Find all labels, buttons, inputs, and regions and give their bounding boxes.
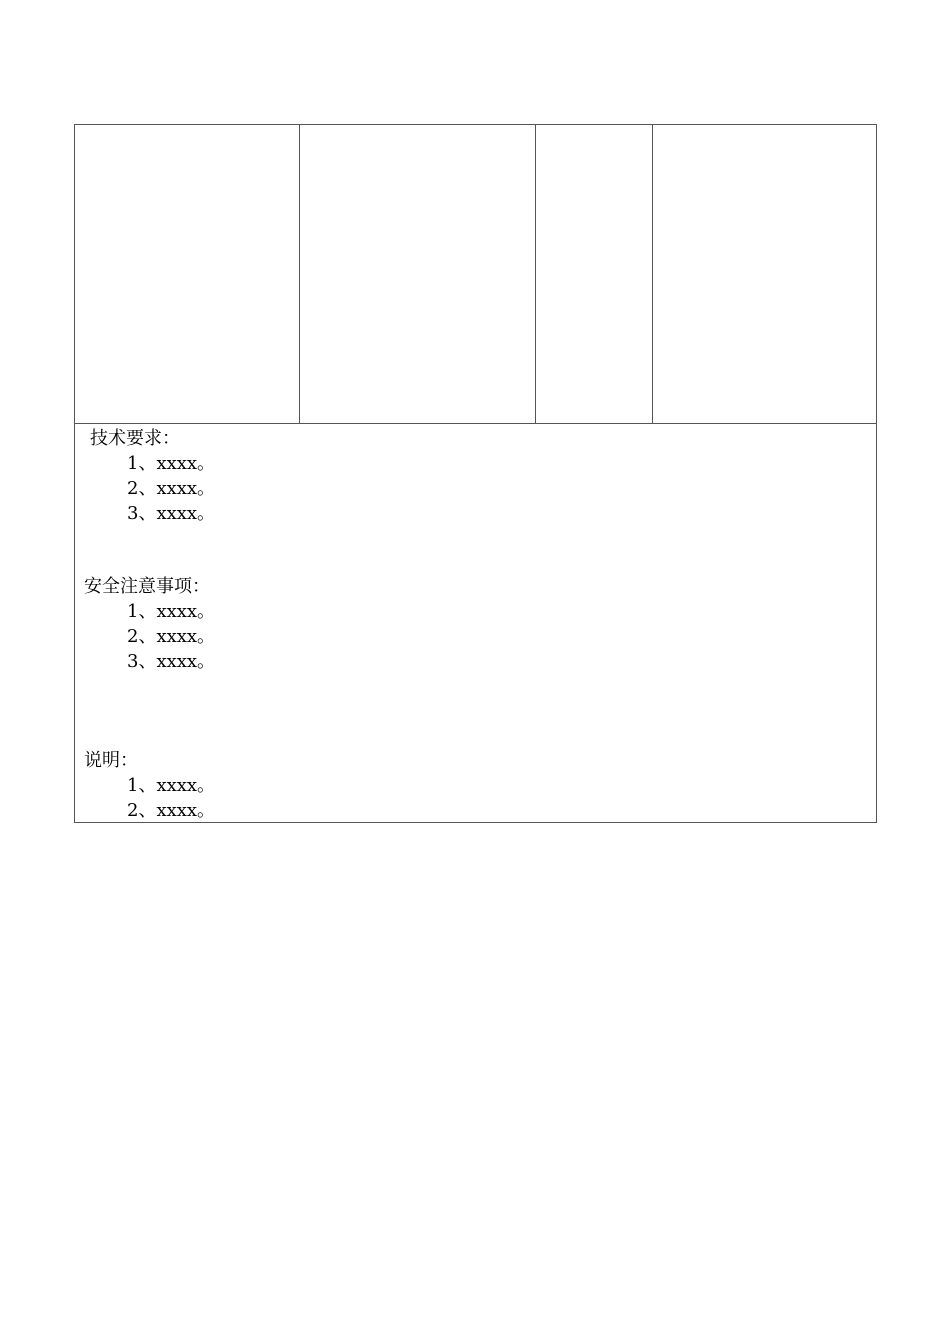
remarks-title: 说明： bbox=[84, 750, 138, 771]
technical-requirements-section bbox=[75, 426, 876, 526]
remark-item: 1、xxxx。 bbox=[127, 775, 216, 796]
figure-row bbox=[75, 125, 877, 424]
safety-notes-section bbox=[75, 574, 876, 674]
remarks-section bbox=[75, 748, 876, 823]
notes-cell bbox=[75, 424, 877, 823]
technical-requirement-item: 2、xxxx。 bbox=[127, 478, 216, 499]
blank-cell-3 bbox=[535, 125, 652, 424]
technical-requirements-title: 技术要求： bbox=[90, 428, 180, 449]
safety-note-item: 2、xxxx。 bbox=[127, 626, 216, 647]
notes-row bbox=[75, 424, 877, 823]
safety-note-item: 3、xxxx。 bbox=[127, 651, 216, 672]
process-card-table bbox=[74, 124, 877, 823]
remark-item: 2、xxxx。 bbox=[127, 800, 216, 821]
safety-notes-title: 安全注意事项： bbox=[84, 576, 210, 597]
blank-cell-1 bbox=[75, 125, 300, 424]
technical-requirement-item: 1、xxxx。 bbox=[127, 453, 216, 474]
technical-requirement-item: 3、xxxx。 bbox=[127, 503, 216, 524]
blank-cell-2 bbox=[300, 125, 535, 424]
blank-cell-4 bbox=[652, 125, 876, 424]
safety-note-item: 1、xxxx。 bbox=[127, 601, 216, 622]
